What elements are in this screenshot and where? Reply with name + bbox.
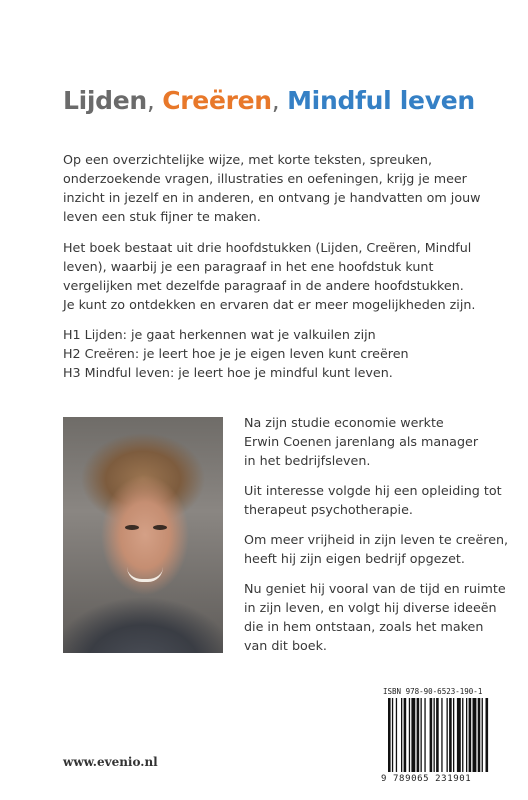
barcode-bar xyxy=(462,698,463,772)
chapter-item: H2 Creëren: je leert hoe je je eigen leven kunt creëren xyxy=(63,346,409,361)
text-line: leven een stuk fijner te maken. xyxy=(63,209,261,224)
barcode-bar xyxy=(436,698,439,772)
barcode-bar xyxy=(457,698,461,772)
text-line: die in hem ontstaan, zoals het maken xyxy=(244,619,484,634)
text-line: Uit interesse volgde hij een opleiding tot xyxy=(244,483,502,498)
barcode-bar xyxy=(453,698,454,772)
chapters-list xyxy=(63,325,483,382)
text-line: van dit boek. xyxy=(244,638,327,653)
barcode-bar xyxy=(466,698,467,772)
barcode-bar xyxy=(424,698,425,772)
barcode-bar xyxy=(396,698,397,772)
title-creeren: Creëren xyxy=(162,86,272,115)
text-line: therapeut psychotherapie. xyxy=(244,502,413,517)
text-line: in zijn leven, en volgt hij diverse ideeën xyxy=(244,600,497,615)
isbn-label: ISBN 978-90-6523-190-1 xyxy=(383,687,483,696)
text-line: Het boek bestaat uit drie hoofdstukken (Lijden, Creëren, Mindful xyxy=(63,240,472,255)
author-photo xyxy=(63,417,223,653)
chapter-item: H1 Lijden: je gaat herkennen wat je valkuilen zijn xyxy=(63,327,376,342)
isbn-barcode xyxy=(388,698,528,772)
barcode-bar xyxy=(392,698,393,772)
barcode-bar xyxy=(441,698,442,772)
title-separator: , xyxy=(271,86,288,115)
barcode-bar xyxy=(447,698,448,772)
barcode-bar xyxy=(421,698,422,772)
photo-detail xyxy=(153,525,167,530)
barcode-bar xyxy=(417,698,420,772)
structure-paragraph xyxy=(63,238,483,314)
author-bio-p3 xyxy=(244,530,509,568)
chapter-item: H3 Mindful leven: je leert hoe je mindful kunt leven. xyxy=(63,365,393,380)
text-line: vergelijken met dezelfde paragraaf in de andere hoofdstukken. xyxy=(63,278,464,293)
text-line: Na zijn studie economie werkte xyxy=(244,415,444,430)
photo-detail xyxy=(125,525,139,530)
barcode-bar xyxy=(401,698,402,772)
author-bio-p1 xyxy=(244,413,484,470)
text-line: Op een overzichtelijke wijze, met korte teksten, spreuken, xyxy=(63,152,433,167)
text-line: Om meer vrijheid in zijn leven te creëren, xyxy=(244,532,509,547)
text-line: Je kunt zo ontdekken en ervaren dat er meer mogelijkheden zijn. xyxy=(63,297,476,312)
author-bio-p2 xyxy=(244,481,502,519)
intro-paragraph xyxy=(63,150,483,226)
barcode-bar xyxy=(482,698,483,772)
barcode-bar xyxy=(478,698,481,772)
title-lijden: Lijden xyxy=(63,86,147,115)
barcode-bar xyxy=(486,698,489,772)
text-line: inzicht in jezelf en in anderen, en ontvang je handvatten om jouw xyxy=(63,190,481,205)
title-mindful-leven: Mindful leven xyxy=(287,86,475,115)
text-line: in het bedrijfsleven. xyxy=(244,453,371,468)
barcode-bar xyxy=(404,698,407,772)
book-title xyxy=(63,86,475,115)
barcode-bar xyxy=(469,698,472,772)
barcode-bar xyxy=(473,698,477,772)
text-line: leven), waarbij je een paragraaf in het ene hoofdstuk kunt xyxy=(63,259,434,274)
barcode-bar xyxy=(434,698,435,772)
text-line: Erwin Coenen jarenlang als manager xyxy=(244,434,479,449)
publisher-website: www.evenio.nl xyxy=(63,755,158,769)
barcode-bar xyxy=(449,698,452,772)
text-line: Nu geniet hij vooral van de tijd en ruimte xyxy=(244,581,506,596)
barcode-digits: 9 789065 231901 xyxy=(381,774,472,784)
barcode-bar xyxy=(409,698,410,772)
text-line: heeft hij zijn eigen bedrijf opgezet. xyxy=(244,551,465,566)
barcode-bar xyxy=(430,698,433,772)
text-line: onderzoekende vragen, illustraties en oefeningen, krijg je meer xyxy=(63,171,467,186)
author-bio-p4 xyxy=(244,579,506,655)
title-separator: , xyxy=(146,86,163,115)
barcode-bar xyxy=(411,698,415,772)
barcode-bar xyxy=(388,698,391,772)
photo-detail xyxy=(127,567,163,582)
